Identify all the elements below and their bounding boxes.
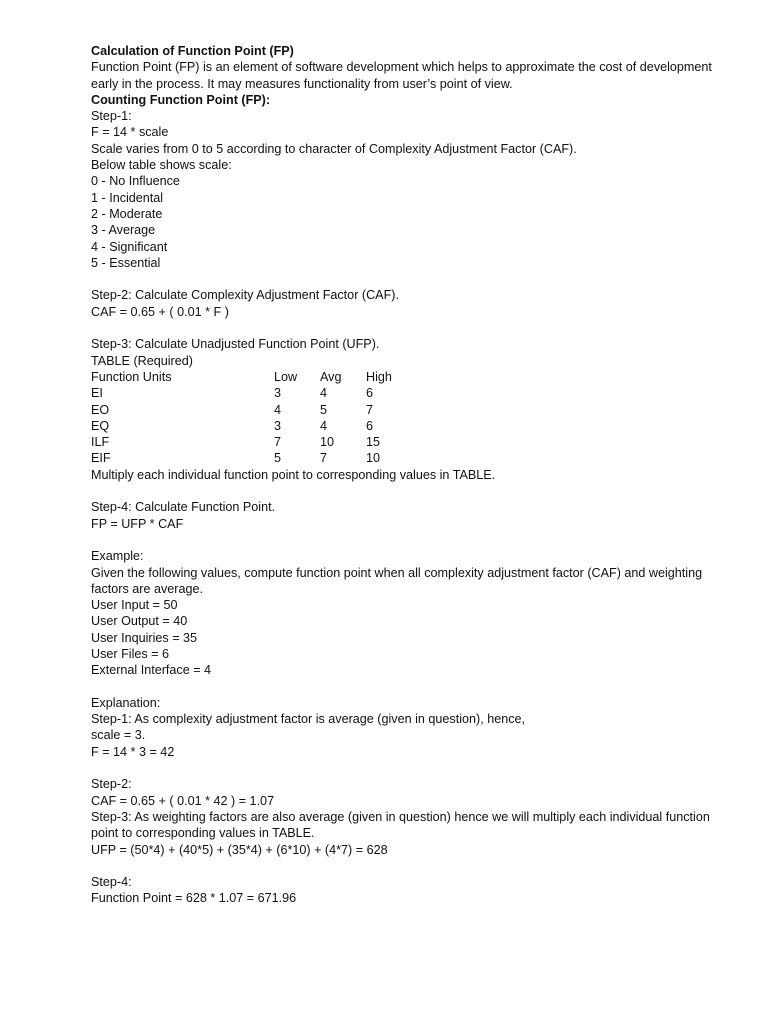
scale-item: 2 - Moderate xyxy=(91,206,163,221)
example-description: Given the following values, compute function point when all complexity adjustment factor (CAF) and weighting factors are average. xyxy=(91,565,703,596)
explanation-step3: Step-3: As weighting factors are also average (given in question) hence we will multiply each individual function point to corresponding values in TABLE. xyxy=(91,809,710,841)
spacer xyxy=(91,858,731,874)
scale-item: 5 - Essential xyxy=(91,255,161,270)
explanation-fp: Function Point = 628 * 1.07 = 671.96 xyxy=(91,891,297,906)
table-cell: 3 xyxy=(274,386,282,401)
table-cell: EIF xyxy=(91,451,111,466)
explanation-ufp: UFP = (50*4) + (40*5) + (35*4) + (6*10) + (4*7) = 628 xyxy=(91,842,388,857)
step4-label: Step-4: Calculate Function Point. xyxy=(91,500,276,515)
table-row xyxy=(91,450,731,466)
example-value: User Files = 6 xyxy=(91,646,170,661)
table-cell: EO xyxy=(91,402,110,417)
table-cell: 7 xyxy=(274,435,282,450)
explanation-step2-label: Step-2: xyxy=(91,777,132,792)
example-label: Example: xyxy=(91,549,144,564)
table-header-cell: Function Units xyxy=(91,369,172,384)
step1-label: Step-1: xyxy=(91,109,132,124)
step1-description: Scale varies from 0 to 5 according to character of Complexity Adjustment Factor (CAF). xyxy=(91,141,577,156)
scale-intro: Below table shows scale: xyxy=(91,158,232,173)
spacer xyxy=(91,271,731,287)
spacer xyxy=(91,760,731,776)
example-value: External Interface = 4 xyxy=(91,663,212,678)
scale-item: 1 - Incidental xyxy=(91,190,164,205)
example-value: User Output = 40 xyxy=(91,614,188,629)
table-row xyxy=(91,402,731,418)
table-cell: 5 xyxy=(320,402,328,417)
table-note: Multiply each individual function point to corresponding values in TABLE. xyxy=(91,467,496,482)
example-value: User Inquiries = 35 xyxy=(91,630,198,645)
table-cell: EQ xyxy=(91,418,110,433)
table-label: TABLE (Required) xyxy=(91,353,193,368)
spacer xyxy=(91,532,731,548)
explanation-step1: Step-1: As complexity adjustment factor is average (given in question), hence, xyxy=(91,712,526,727)
table-header-cell: Low xyxy=(274,369,298,384)
table-header-cell: Avg xyxy=(320,369,342,384)
table-cell: 6 xyxy=(366,418,374,433)
spacer xyxy=(91,483,731,499)
explanation-step4-label: Step-4: xyxy=(91,875,132,890)
table-header-row xyxy=(91,369,731,385)
table-row xyxy=(91,434,731,450)
intro-paragraph: Function Point (FP) is an element of software development which helps to approximate the cost of development early in the process. It may measures functionality from user’s point of view. xyxy=(91,60,712,91)
explanation-label: Explanation: xyxy=(91,695,161,710)
example-value: User Input = 50 xyxy=(91,598,178,613)
document-page xyxy=(91,43,731,907)
table-cell: 6 xyxy=(366,386,374,401)
step3-label: Step-3: Calculate Unadjusted Function Point (UFP). xyxy=(91,337,380,352)
table-row xyxy=(91,385,731,401)
table-row xyxy=(91,418,731,434)
table-cell: 4 xyxy=(274,402,282,417)
table-cell: 4 xyxy=(320,386,328,401)
table-cell: ILF xyxy=(91,435,110,450)
spacer xyxy=(91,320,731,336)
document-title: Calculation of Function Point (FP) xyxy=(91,44,294,58)
table-cell: 7 xyxy=(366,402,374,417)
table-cell: EI xyxy=(91,386,103,401)
table-cell: 10 xyxy=(320,435,335,450)
table-cell: 7 xyxy=(320,451,328,466)
table-header-cell: High xyxy=(366,369,392,384)
step4-formula: FP = UFP * CAF xyxy=(91,516,184,531)
scale-item: 4 - Significant xyxy=(91,239,168,254)
step1-formula: F = 14 * scale xyxy=(91,125,169,140)
step2-formula: CAF = 0.65 + ( 0.01 * F ) xyxy=(91,304,229,319)
table-cell: 15 xyxy=(366,435,381,450)
spacer xyxy=(91,679,731,695)
counting-heading: Counting Function Point (FP): xyxy=(91,92,271,107)
table-cell: 5 xyxy=(274,451,282,466)
table-cell: 10 xyxy=(366,451,381,466)
scale-item: 0 - No Influence xyxy=(91,174,180,189)
table-cell: 3 xyxy=(274,418,282,433)
table-cell: 4 xyxy=(320,418,328,433)
explanation-caf: CAF = 0.65 + ( 0.01 * 42 ) = 1.07 xyxy=(91,793,275,808)
step2-label: Step-2: Calculate Complexity Adjustment Factor (CAF). xyxy=(91,288,399,303)
scale-item: 3 - Average xyxy=(91,223,156,238)
explanation-f: F = 14 * 3 = 42 xyxy=(91,744,175,759)
explanation-scale: scale = 3. xyxy=(91,728,146,743)
